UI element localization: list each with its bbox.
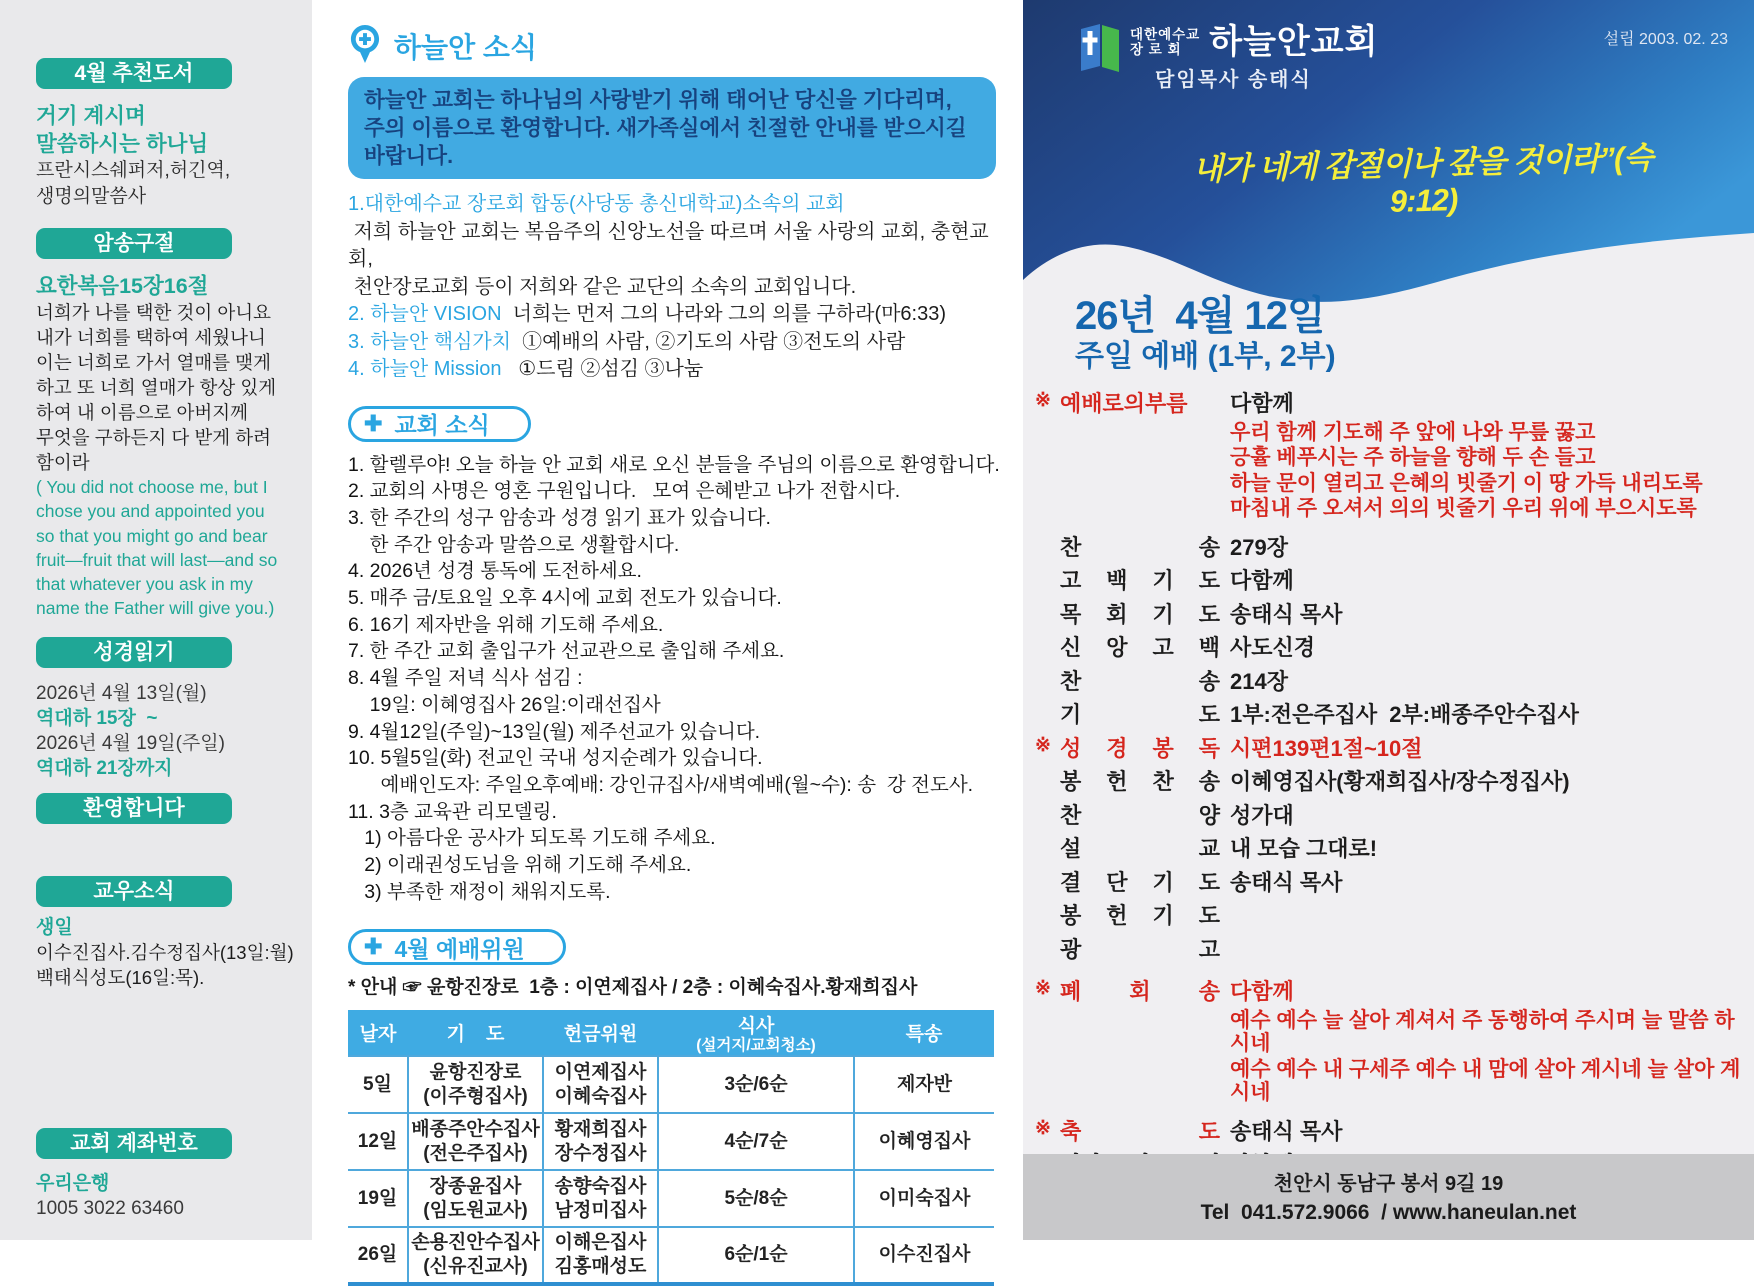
news-item: 11. 3층 교육관 리모델링. bbox=[348, 800, 557, 823]
table-header-row bbox=[348, 1010, 994, 1056]
worship-order-panel bbox=[1023, 0, 1754, 1240]
verse-english-line: chose you and appointed you bbox=[36, 501, 265, 522]
col-header-date: 날자 bbox=[348, 1010, 408, 1056]
left-sidebar bbox=[0, 0, 312, 1240]
news-item: 19일: 이혜영집사 26일:이래선집사 bbox=[348, 693, 661, 716]
call-to-worship-line: 마침내 주 오셔서 의의 빗줄기 우리 위에 부으시도록 bbox=[1230, 497, 1697, 520]
news-item: 5. 매주 금/토요일 오후 4시에 교회 전도가 있습니다. bbox=[348, 587, 782, 610]
cell-meal: 3순/6순 bbox=[658, 1056, 854, 1113]
verse-line: 하고 또 너희 열매가 항상 있게 bbox=[36, 377, 277, 398]
section-title-member-news: 교우소식 bbox=[36, 876, 232, 907]
verse-english-line: ( You did not choose me, but I bbox=[36, 477, 268, 497]
plus-icon: ✚ bbox=[364, 934, 383, 960]
plus-icon: ✚ bbox=[364, 410, 383, 436]
order-row-confession-prayer: 고 백 기 도 다함께 bbox=[1060, 568, 1294, 593]
book-author: 프란시스쉐퍼저,허긴역, bbox=[36, 160, 231, 181]
birthday-line: 이수진집사.김수정집사(13일:월) bbox=[36, 941, 294, 963]
order-row-prayer: 기 도 1부:전은주집사 2부:배종주안수집사 bbox=[1060, 702, 1579, 727]
news-item: 4. 2026년 성경 통독에 도전하세요. bbox=[348, 560, 642, 583]
intro-item: 저희 하늘안 교회는 복음주의 신앙노선을 따르며 서울 사랑의 교회, 충현교회, bbox=[348, 220, 989, 270]
section-title-recommended-books: 4월 추천도서 bbox=[36, 58, 232, 89]
cell-offering: 송향숙집사 남정미집사 bbox=[543, 1170, 658, 1227]
cell-offering: 이연제집사 이혜숙집사 bbox=[543, 1056, 658, 1113]
account-number: 1005 3022 63460 bbox=[36, 1197, 184, 1219]
reading-date-end: 2026년 4월 19일(주일) bbox=[36, 732, 225, 754]
worship-committee-pill bbox=[348, 929, 566, 965]
table-row bbox=[348, 1113, 994, 1170]
founded-date: 설립 2003. 02. 23 bbox=[1603, 31, 1728, 48]
book-title-line1: 거기 계시며 bbox=[36, 104, 146, 128]
intro-item: 4. 하늘안 Mission ①드림 ②섬김 ③나눔 bbox=[348, 358, 704, 380]
news-item: 1. 할렐루야! 오늘 하늘 안 교회 새로 오신 분들을 주님의 이름으로 환영합니다. bbox=[348, 453, 1000, 476]
verse-english-line: name the Father will give you.) bbox=[36, 598, 275, 619]
verse-line: 함이라 bbox=[36, 452, 90, 473]
order-row-choir-anthem: 찬 양 성가대 bbox=[1060, 802, 1294, 828]
col-header-prayer: 기 도 bbox=[408, 1010, 543, 1056]
church-name: 하늘안교회 bbox=[1209, 23, 1379, 61]
birthday-label: 생일 bbox=[36, 916, 73, 938]
order-row-offering-hymn: 봉 헌 찬 송 이혜영집사(황재희집사/장수정집사) bbox=[1060, 769, 1570, 794]
cell-special: 제자반 bbox=[854, 1056, 994, 1113]
intro-item: 천안장로교회 등이 저희와 같은 교단의 소속의 교회입니다. bbox=[348, 275, 857, 298]
news-item: 1) 아름다운 공사가 되도록 기도해 주세요. bbox=[348, 827, 716, 850]
scripture-quote: 내가 네게 갑절이나 갚을 것이라”(슥9:12) bbox=[1192, 139, 1653, 219]
news-item: 8. 4월 주일 저녁 식사 섬김 : bbox=[348, 667, 583, 690]
news-item: 10. 5월5일(화) 전교인 국내 성지순례가 있습니다. bbox=[348, 747, 763, 770]
church-logo-cross-icon bbox=[1079, 22, 1121, 77]
cell-offering: 이해은집사 김홍매성도 bbox=[543, 1227, 658, 1284]
table-row bbox=[348, 1227, 994, 1284]
col-header-offering: 헌금위원 bbox=[543, 1010, 658, 1056]
birthday-line: 백태식성도(16일:목). bbox=[36, 966, 205, 988]
news-item: 예배인도자: 주일오후예배: 강인규집사/새벽예배(월~수): 송 강 전도사. bbox=[348, 773, 974, 796]
table-row bbox=[348, 1056, 994, 1113]
book-publisher: 생명의말씀사 bbox=[36, 186, 147, 207]
main-news-column bbox=[312, 0, 1023, 1278]
order-row-closing-hymn: ※ 폐 회 송 다함께 bbox=[1035, 978, 1294, 1004]
cell-prayer: 윤항진장로 (이주형집사) bbox=[408, 1056, 543, 1113]
section-title-memory-verse: 암송구절 bbox=[36, 228, 232, 259]
news-header bbox=[348, 28, 1003, 64]
worship-committee-table bbox=[348, 1010, 994, 1286]
order-row-scripture-reading: ※ 성 경 봉 독 시편139편1절~10절 bbox=[1035, 734, 1423, 761]
order-row-pastoral-prayer: 목 회 기 도 송태식 목사 bbox=[1060, 601, 1343, 627]
order-row-call-to-worship: ※ 예배로의부름 다함께 bbox=[1035, 390, 1294, 416]
intro-item: 1.대한예수교 장로회 합동(사당동 총신대학교)소속의 교회 bbox=[348, 193, 845, 215]
closing-hymn-lyric: 예수 예수 내 구세주 예수 내 맘에 살아 계시네 늘 살아 계시네 bbox=[1230, 1057, 1741, 1104]
memory-verse-reference: 요한복음15장16절 bbox=[36, 274, 209, 298]
closing-hymn-lyric: 예수 예수 늘 살아 계셔서 주 동행하여 주시며 늘 말씀 하시네 bbox=[1230, 1008, 1735, 1055]
verse-line: 무엇을 구하든지 다 받게 하려 bbox=[36, 427, 272, 448]
section-title-welcome: 환영합니다 bbox=[36, 793, 232, 824]
verse-line: 너희가 나를 택한 것이 아니요 bbox=[36, 302, 272, 323]
cell-meal: 6순/1순 bbox=[658, 1227, 854, 1284]
verse-line: 이는 너희로 가서 열매를 맺게 bbox=[36, 352, 272, 373]
order-row-hymn: 찬 송 279장 bbox=[1060, 534, 1288, 560]
senior-pastor-label: 담임목사 송태식 bbox=[1155, 69, 1312, 91]
welcome-message-box bbox=[348, 77, 996, 179]
col-header-meal: 식사 (설거지/교회청소) bbox=[658, 1010, 854, 1056]
cell-prayer: 배종주안수집사 (전은주집사) bbox=[408, 1113, 543, 1170]
cell-meal: 5순/8순 bbox=[658, 1170, 854, 1227]
worship-order-list bbox=[1023, 386, 1754, 1181]
news-item: 3) 부족한 재정이 채워지도록. bbox=[348, 880, 611, 903]
section-title-account: 교회 계좌번호 bbox=[36, 1128, 232, 1159]
verse-english-line: fruit—fruit that will last—and so bbox=[36, 549, 278, 570]
intro-item: 2. 하늘안 VISION 너희는 먼저 그의 나라와 그의 의를 구하라(마6:33) bbox=[348, 303, 947, 325]
panel-footer bbox=[1023, 1154, 1754, 1240]
cell-offering: 황재희집사 장수정집사 bbox=[543, 1113, 658, 1170]
denomination-label: 대한예수교 장 로 회 bbox=[1130, 27, 1201, 57]
church-news-title: 교회 소식 bbox=[394, 412, 490, 438]
service-date-block bbox=[1075, 294, 1336, 376]
church-address: 천안시 동남구 봉서 9길 19 bbox=[1273, 1173, 1504, 1195]
cell-special: 이혜영집사 bbox=[854, 1113, 994, 1170]
welcome-message-line2: 주의 이름으로 환영합니다. 새가족실에서 친절한 안내를 받으시길 바랍니다. bbox=[364, 116, 973, 168]
cell-special: 이미숙집사 bbox=[854, 1170, 994, 1227]
news-item: 7. 한 주간 교회 출입구가 선교관으로 출입해 주세요. bbox=[348, 640, 785, 663]
bank-name: 우리은행 bbox=[36, 1172, 110, 1194]
reading-date-start: 2026년 4월 13일(월) bbox=[36, 682, 207, 704]
news-item: 9. 4월12일(주일)~13일(월) 제주선교가 있습니다. bbox=[348, 720, 761, 743]
book-title-line2: 말씀하시는 하나님 bbox=[36, 132, 209, 156]
order-row-announcements: 광 고 bbox=[1060, 936, 1220, 962]
order-row-offering-prayer: 봉 헌 기 도 bbox=[1060, 903, 1220, 928]
cell-prayer: 장종윤집사 (임도원교사) bbox=[408, 1170, 543, 1227]
cell-meal: 4순/7순 bbox=[658, 1113, 854, 1170]
order-row-commitment-prayer: 결 단 기 도 송태식 목사 bbox=[1060, 869, 1343, 895]
service-date: 26년 4월 12일 bbox=[1075, 294, 1325, 338]
location-pin-cross-icon bbox=[348, 25, 382, 68]
welcome-message-line1: 하늘안 교회는 하나님의 사랑받기 위해 태어난 당신을 기다리며, bbox=[364, 88, 952, 112]
order-row-hymn: 찬 송 214장 bbox=[1060, 668, 1288, 694]
cell-special: 이수진집사 bbox=[854, 1227, 994, 1284]
service-name: 주일 예배 (1부, 2부) bbox=[1075, 340, 1336, 373]
verse-english-line: that whatever you ask in my bbox=[36, 574, 253, 595]
cell-date: 26일 bbox=[348, 1227, 408, 1284]
cell-date: 5일 bbox=[348, 1056, 408, 1113]
verse-line: 하여 내 이름으로 아버지께 bbox=[36, 402, 249, 423]
church-intro-list bbox=[348, 191, 1003, 384]
intro-item: 3. 하늘안 핵심가치 ①예배의 사람, ②기도의 사람 ③전도의 사람 bbox=[348, 330, 906, 353]
section-title-bible-reading: 성경읽기 bbox=[36, 637, 232, 668]
order-row-benediction: ※ 축 도 송태식 목사 bbox=[1035, 1117, 1343, 1144]
call-to-worship-line: 우리 함께 기도해 주 앞에 나와 무릎 꿇고 bbox=[1230, 420, 1596, 444]
order-row-creed: 신 앙 고 백 사도신경 bbox=[1060, 635, 1316, 660]
news-item: 한 주간 암송과 말씀으로 생활합시다. bbox=[348, 533, 680, 556]
order-row-sermon: 설 교 내 모습 그대로! bbox=[1060, 836, 1378, 861]
news-item: 2. 교회의 사명은 영혼 구원입니다. 모여 은혜받고 나가 전합시다. bbox=[348, 480, 901, 503]
table-row bbox=[348, 1170, 994, 1227]
news-section-title: 하늘안 소식 bbox=[394, 32, 538, 63]
news-item: 2) 이래권성도님을 위해 기도해 주세요. bbox=[348, 854, 692, 877]
col-header-special: 특송 bbox=[854, 1010, 994, 1056]
worship-committee-title: 4월 예배위원 bbox=[394, 935, 525, 962]
cell-date: 19일 bbox=[348, 1170, 408, 1227]
call-to-worship-line: 하늘 문이 열리고 은혜의 빗줄기 이 땅 가득 내리도록 bbox=[1230, 471, 1703, 495]
church-contact: Tel 041.572.9066 / www.haneulan.net bbox=[1200, 1201, 1577, 1224]
church-news-list bbox=[348, 452, 1003, 906]
verse-line: 내가 너희를 택하여 세웠나니 bbox=[36, 327, 266, 348]
news-item: 3. 한 주간의 성구 암송과 성경 읽기 표가 있습니다. bbox=[348, 506, 771, 529]
news-item: 6. 16기 제자반을 위해 기도해 주세요. bbox=[348, 613, 664, 636]
cell-prayer: 손용진안수집사 (신유진교사) bbox=[408, 1227, 543, 1284]
usher-guide-line: * 안내 ☞ 윤항진장로 1층 : 이연제집사 / 2층 : 이혜숙집사.황재희집사 bbox=[348, 977, 918, 999]
reading-range-start: 역대하 15장 ~ bbox=[36, 707, 158, 729]
cell-date: 12일 bbox=[348, 1113, 408, 1170]
call-to-worship-line: 긍휼 베푸시는 주 하늘을 향해 두 손 들고 bbox=[1230, 446, 1596, 469]
verse-english-line: so that you might go and bear bbox=[36, 525, 268, 546]
reading-range-end: 역대하 21장까지 bbox=[36, 757, 173, 779]
church-news-pill bbox=[348, 406, 531, 442]
